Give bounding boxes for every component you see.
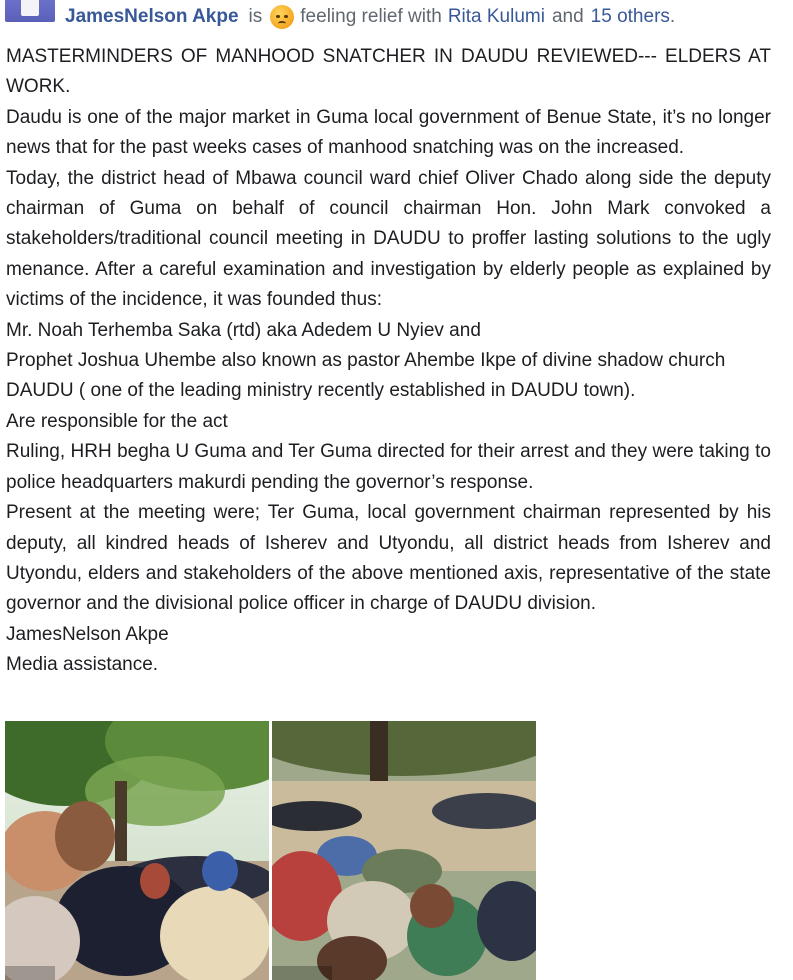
author-avatar[interactable]	[5, 0, 55, 22]
feeling-text: feeling relief with	[300, 6, 442, 27]
relieved-face-icon	[270, 5, 294, 29]
post-signature: JamesNelson Akpe	[6, 623, 169, 645]
post-photo[interactable]	[272, 721, 536, 980]
others-link[interactable]: 15 others	[590, 6, 670, 27]
post-headline: MASTERMINDERS OF MANHOOD SNATCHER IN DAUDU REVIEWED--- ELDERS AT WORK.	[6, 46, 771, 98]
period-text: .	[669, 6, 676, 27]
is-text: is	[248, 6, 263, 27]
post-body	[6, 42, 771, 681]
tagged-person-link[interactable]: Rita Kulumi	[447, 6, 545, 27]
post-paragraph: Present at the meeting were; Ter Guma, local government chairman represented by his deputy, all kindred heads of Isherev and Utyondu, all district heads from Isherev and Utyondu, elders and stakeholders of the above mentioned axis, representative of the state governor and the divisional police officer in charge of DAUDU division.	[6, 502, 771, 615]
author-name-link[interactable]: JamesNelson Akpe	[65, 6, 239, 27]
post-photo[interactable]	[5, 721, 269, 980]
and-text: and	[551, 6, 584, 27]
post-paragraph: Daudu is one of the major market in Guma local government of Benue State, it’s no longer news that for the past weeks cases of manhood snatching was on the increased.	[6, 106, 771, 159]
post-paragraph: Today, the district head of Mbawa council ward chief Oliver Chado along side the deputy chairman of Guma on behalf of council chairman Hon. John Mark convoked a stakeholders/traditional council meeting in DAUDU to proffer lasting solutions to the ugly menance. After a careful examination and investigation by elderly people as explained by victims of the incidence, it was founded thus:	[6, 167, 771, 311]
photo-grid	[5, 721, 535, 980]
post-paragraph: Ruling, HRH begha U Guma and Ter Guma directed for their arrest and they were taking to police headquarters makurdi pending the governor’s response.	[6, 441, 771, 493]
post-paragraph: Mr. Noah Terhemba Saka (rtd) aka Adedem U Nyiev and	[6, 319, 481, 341]
post-header	[5, 0, 788, 34]
post-paragraph: Are responsible for the act	[6, 410, 228, 432]
post-signature-role: Media assistance.	[6, 654, 159, 676]
post-paragraph: Prophet Joshua Uhembe also known as pastor Ahembe Ikpe of divine shadow church DAUDU ( one of the leading ministry recently established in DAUDU town).	[6, 350, 726, 402]
